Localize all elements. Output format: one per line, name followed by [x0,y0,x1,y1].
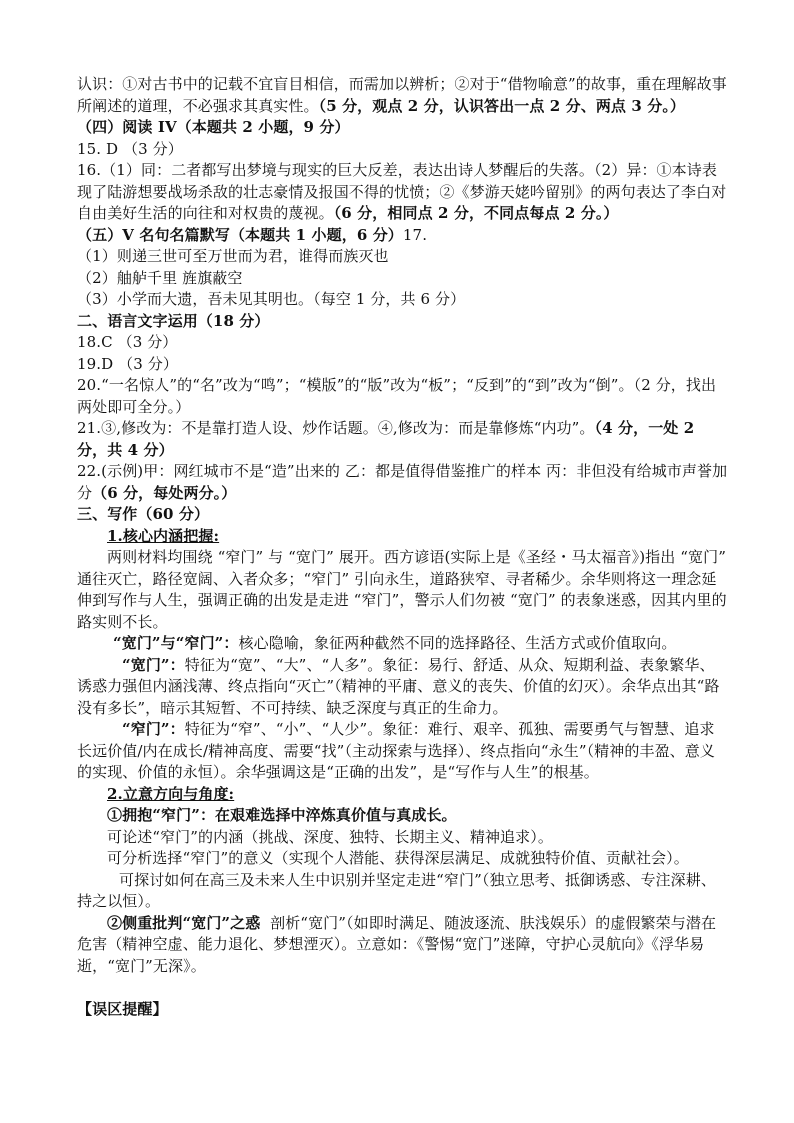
angle-1-point-2: 可分析选择“窄门”的意义（实现个人潜能、获得深层满足、成就独特价值、贡献社会）。 [107,849,689,867]
paragraph-narrow-gate: “窄门”：特征为“窄”、“小”、“人少”。象征：难行、艰辛、孤独、需要勇气与智慧、追求长远价值/内在成长/精神高度、需要“找”（主动探索与选择）、终点指向“永生”（精神的丰盈、意义的实现、价值的永恒）。余华强调这是“正确的出发”，是“写作与人生”的根基。 [77,720,715,781]
pitfall-reminder-heading: 【误区提醒】 [77,1000,168,1018]
section-2-heading: 二、语言文字运用（18 分） [77,311,270,330]
answer-18: 18.C （3 分） [77,333,178,351]
answer-17-1: （1）则递三世可至万世而为君，谁得而族灭也 [77,247,389,265]
answer-17-3: （3）小学而大遗，吾未见其明也。（每空 1 分，共 6 分） [77,290,466,308]
section-5-heading: （五）V 名句名篇默写（本题共 1 小题，6 分）17. [77,225,428,244]
angle-1-point-3: 可探讨如何在高三及未来人生中识别并坚定走进“窄门”（独立思考、抵御诱惑、专注深耕、持之以恒）。 [77,870,716,910]
paragraph-materials: 两则材料均围绕 “窄门” 与 “宽门” 展开。西方谚语(实际上是《圣经・马太福音》)指出 “宽门” 通往灭亡，路径宽阔、入者众多；“窄门” 引向永生，道路狭窄、寻者稀少。余华则将这一理念延伸到写作与人生，强调正确的出发是走进 “窄门”，警示人们勿被 “宽门” 的表象迷惑，因其内里的路实则不长。 [77,548,727,631]
answer-22: 22.(示例)甲：网红城市不是“造”出来的 乙：都是值得借鉴推广的样本 丙：非但没有给城市声誉加分（6 分，每处两分。） [77,462,728,502]
answer-document [77,74,729,1021]
section-4-heading: （四）阅读 IV（本题共 2 小题，9 分） [77,118,350,136]
angle-2-paragraph: ②侧重批判“宽门”之惑 剖析“宽门”（如即时满足、随波逐流、肤浅娱乐）的虚假繁荣与潜在危害（精神空虚、能力退化、梦想湮灭）。立意如：《警惕“宽门”迷障，守护心灵航向》《浮华易逝，“宽门”无深》。 [77,913,717,975]
subheading-angle: 2.立意方向与角度: [107,784,235,803]
angle-1-heading: ①拥抱“窄门”：在艰难选择中淬炼真价值与真成长。 [107,806,457,824]
answer-19: 19.D （3 分） [77,354,178,373]
section-3-heading: 三、写作（60 分） [77,505,210,523]
text-line-1: 认识：①对古书中的记载不宜盲目相信，而需加以辨析；②对于“借物喻意”的故事，重在理解故事所阐述的道理，不必强求其真实性。（5 分，观点 2 分，认识答出一点 2 分、两点 3 分。） [77,75,727,115]
paragraph-wide-gate: “宽门”：特征为“宽”、“大”、“人多”。象征：易行、舒适、从众、短期利益、表象繁华、诱惑力强但内涵浅薄、终点指向“灭亡”（精神的平庸、意义的丧失、价值的幻灭）。余华点出其“路没有多长”，暗示其短暂、不可持续、缺乏深度与真正的生命力。 [77,655,720,717]
answer-17-2: （2）舳舻千里 旌旗蔽空 [77,268,243,287]
angle-1-point-1: 可论述“窄门”的内涵（挑战、深度、独特、长期主义、精神追求）。 [107,827,553,846]
paragraph-metaphor: “宽门”与“窄门”：核心隐喻，象征两种截然不同的选择路径、生活方式或价值取向。 [113,634,677,652]
subheading-core: 1.核心内涵把握: [107,526,220,545]
answer-20: 20.“一名惊人”的“名”改为“鸣”；“模版”的“版”改为“板”；“反到”的“到”改为“倒”。（2 分，找出两处即可全分。） [77,376,717,416]
answer-15: 15. D （3 分） [77,139,183,158]
answer-21: 21.③,修改为：不是靠打造人设、炒作话题。④,修改为：而是靠修炼“内功”。（4 分，一处 2 分，共 4 分） [77,419,695,459]
answer-16: 16.（1）同：二者都写出梦境与现实的巨大反差，表达出诗人梦醒后的失落。（2）异：①本诗表现了陆游想要战场杀敌的壮志豪情及报国不得的忧愤；②《梦游天姥吟留别》的两句表达了李白对自由美好生活的向往和对权贵的蔑视。（6 分，相同点 2 分，不同点每点 2 分。） [77,161,727,222]
